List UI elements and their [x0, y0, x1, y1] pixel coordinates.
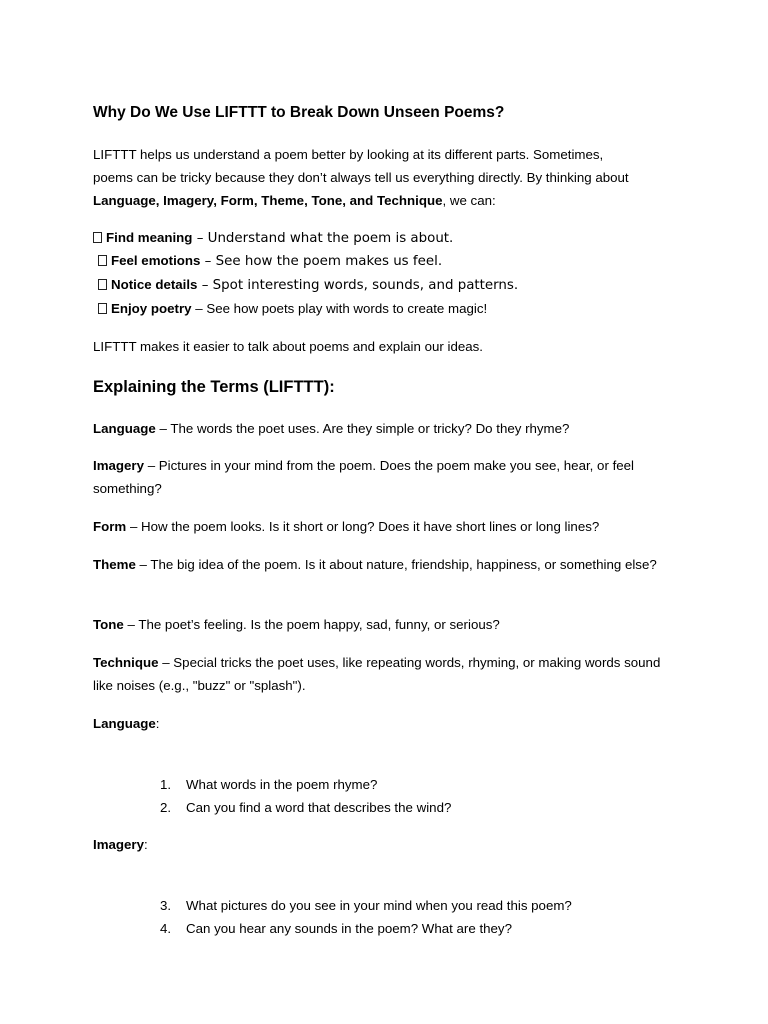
- bullet-desc: – Understand what the poem is about.: [192, 231, 454, 246]
- term-name: Form: [93, 519, 127, 534]
- question-number: 2.: [160, 800, 172, 815]
- bullet-term: Enjoy poetry: [111, 301, 192, 316]
- bullet-term: Notice details: [111, 277, 198, 292]
- question-item: [160, 796, 451, 819]
- language-section-label: [93, 716, 160, 731]
- page-title: Why Do We Use LIFTTT to Break Down Unseen Poems?: [93, 104, 505, 121]
- question-item: [160, 917, 572, 940]
- term-name: Imagery: [93, 458, 144, 473]
- intro-line-2: poems can be tricky because they don’t always tell us everything directly. By thinking about: [93, 170, 629, 185]
- imagery-section-label: [93, 837, 148, 852]
- bullet-desc: – Spot interesting words, sounds, and patterns.: [197, 278, 519, 293]
- bullet-item: [98, 301, 487, 317]
- summary-paragraph: LIFTTT makes it easier to talk about poems and explain our ideas.: [93, 339, 483, 354]
- section-label: Imagery: [93, 837, 144, 852]
- term-desc: – Pictures in your mind from the poem. Does the poem make you see, hear, or feel something?: [93, 458, 635, 496]
- imagery-questions: [160, 894, 572, 940]
- term-desc: – The big idea of the poem. Is it about nature, friendship, happiness, or something else?: [135, 557, 657, 572]
- question-text: Can you find a word that describes the wind?: [186, 800, 452, 815]
- checkbox-icon: [98, 279, 107, 290]
- bullet-item: [98, 277, 518, 294]
- term-definition: [93, 417, 683, 440]
- question-text: Can you hear any sounds in the poem? What are they?: [186, 921, 512, 936]
- intro-lift-terms: Language, Imagery, Form, Theme, Tone, and Technique: [93, 193, 443, 208]
- question-number: 4.: [160, 921, 172, 936]
- question-item: [160, 894, 572, 917]
- question-number: 3.: [160, 898, 172, 913]
- question-item: [160, 773, 451, 796]
- term-definition: [93, 515, 683, 538]
- language-questions: [160, 773, 451, 819]
- question-number: 1.: [160, 777, 172, 792]
- bullet-item: [98, 253, 442, 270]
- term-name: Theme: [93, 557, 136, 572]
- terms-heading: Explaining the Terms (LIFTTT):: [93, 378, 335, 396]
- checkbox-icon: [98, 303, 107, 314]
- intro-paragraph: [93, 143, 683, 212]
- section-colon: :: [155, 716, 160, 731]
- term-definition: [93, 651, 683, 697]
- term-desc: – Special tricks the poet uses, like repeating words, rhyming, or making words sound like noises (e.g., "buzz" or "splash").: [93, 655, 661, 693]
- question-text: What words in the poem rhyme?: [186, 777, 378, 792]
- bullet-desc: – See how the poem makes us feel.: [200, 254, 443, 269]
- bullet-term: Find meaning: [106, 230, 193, 245]
- intro-line-1: LIFTTT helps us understand a poem better by looking at its different parts. Sometimes,: [93, 147, 604, 162]
- bullet-item: [93, 230, 453, 247]
- term-definition: [93, 553, 683, 576]
- bullet-desc: – See how poets play with words to create magic!: [191, 301, 488, 316]
- question-text: What pictures do you see in your mind when you read this poem?: [186, 898, 572, 913]
- term-desc: – The words the poet uses. Are they simple or tricky? Do they rhyme?: [155, 421, 570, 436]
- checkbox-icon: [98, 255, 107, 266]
- checkbox-icon: [93, 232, 102, 243]
- term-name: Language: [93, 421, 156, 436]
- section-colon: :: [144, 837, 148, 852]
- section-label: Language: [93, 716, 156, 731]
- term-definition: [93, 454, 683, 500]
- bullet-term: Feel emotions: [111, 253, 201, 268]
- term-desc: – The poet’s feeling. Is the poem happy, sad, funny, or serious?: [123, 617, 500, 632]
- term-name: Tone: [93, 617, 124, 632]
- term-desc: – How the poem looks. Is it short or long? Does it have short lines or long lines?: [126, 519, 600, 534]
- term-definition: [93, 613, 683, 636]
- intro-line-3-rest: , we can:: [442, 193, 496, 208]
- term-name: Technique: [93, 655, 159, 670]
